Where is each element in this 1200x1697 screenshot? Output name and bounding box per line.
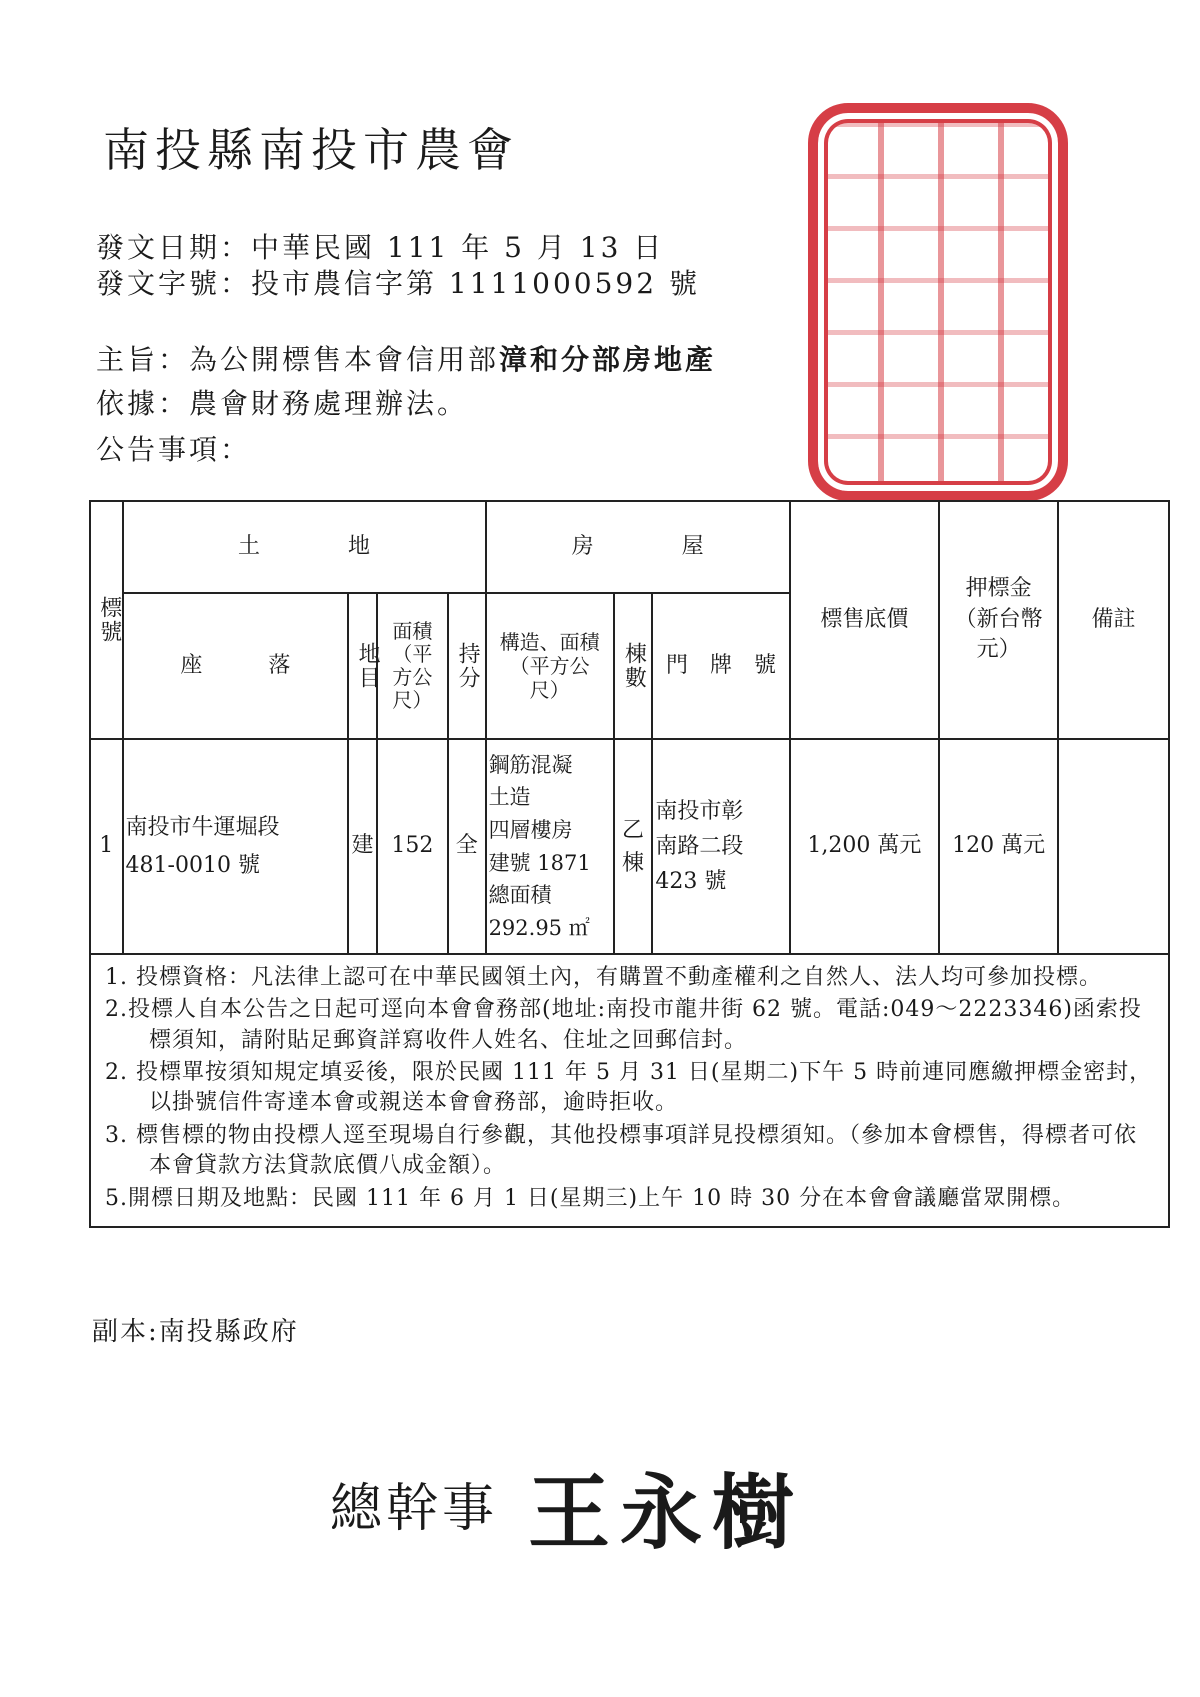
carbon-copy: 副本:南投縣政府: [92, 1317, 299, 1347]
note-item: 1. 投標資格：凡法律上認可在中華民國領土內，有購置不動產權利之自然人、法人均可參加投標。: [105, 965, 1102, 990]
cell-location: 南投市牛運堀段 481-0010 號: [123, 739, 349, 954]
header-reserve-price: 標售底價: [790, 501, 939, 739]
cell-deposit: 120 萬元: [939, 739, 1058, 954]
cell-building-count: 乙 棟: [614, 739, 653, 954]
document-number: 發文字號：投市農信字第 1111000592 號: [96, 267, 700, 300]
header-land-use: 地目: [348, 593, 376, 739]
notice-heading: 公告事項：: [96, 433, 252, 466]
cell-structure-area: 鋼筋混凝 土造 四層樓房 建號 1871 總面積 292.95 ㎡: [486, 739, 614, 954]
signatory-name: 王永樹: [528, 1465, 805, 1561]
cell-land-area: 152: [377, 739, 448, 954]
header-remarks: 備註: [1058, 501, 1169, 739]
subject-line: [96, 338, 716, 378]
cell-land-use: 建: [348, 739, 376, 954]
header-lot-no: 標號: [90, 501, 123, 739]
cell-reserve-price: 1,200 萬元: [790, 739, 939, 954]
header-share: 持分: [448, 593, 486, 739]
issue-date: 發文日期：中華民國 111 年 5 月 13 日: [96, 231, 665, 264]
header-house-number: 門 牌 號: [652, 593, 789, 739]
header-building-count: 棟數: [614, 593, 653, 739]
property-table: [89, 500, 1170, 1228]
note-item: 2. 投標單按須知規定填妥後，限於民國 111 年 5 月 31 日(星期二)下午 5 時前連同應繳押標金密封，以掛號信件寄達本會或親送本會會務部，逾時拒收。: [105, 1060, 1153, 1116]
header-location: 座 落: [123, 593, 349, 739]
note-item: 5.開標日期及地點：民國 111 年 6 月 1 日(星期三)上午 10 時 30 分在本會會議廳當眾開標。: [105, 1185, 1076, 1211]
cell-lot-no: 1: [90, 739, 123, 954]
header-land: 土 地: [123, 501, 486, 593]
header-building: 房 屋: [486, 501, 790, 593]
header-structure-area: 構造、面積 （平方公 尺）: [486, 593, 614, 739]
subject-emphasis: 漳和分部房地產: [499, 343, 717, 376]
cell-remarks: [1058, 739, 1169, 954]
basis-line: 依據：農會財務處理辦法。: [96, 387, 469, 420]
organization-title: 南投縣南投市農會: [103, 123, 519, 177]
signatory-title: 總幹事: [330, 1479, 499, 1539]
cell-share: 全: [448, 739, 486, 954]
official-seal-stamp: [808, 103, 1068, 501]
header-deposit: 押標金 （新台幣 元）: [939, 501, 1058, 739]
header-land-area: 面積 （平 方公 尺）: [377, 593, 448, 739]
note-item: 3. 標售標的物由投標人逕至現場自行參觀，其他投標事項詳見投標須知。（參加本會標售，得標者可依本會貸款方法貸款底價八成金額）。: [105, 1122, 1137, 1179]
subject-prefix: 主旨：為公開標售本會信用部: [96, 343, 500, 376]
table-row: [90, 739, 1169, 954]
note-item: 2.投標人自本公告之日起可逕向本會會務部(地址:南投市龍井街 62 號。電話:049～2223346)函索投標須知，請附貼足郵資詳寫收件人姓名、住址之回郵信封。: [105, 997, 1142, 1053]
cell-house-number: 南投市彰 南路二段 423 號: [652, 739, 789, 954]
notes-cell: [90, 954, 1169, 1227]
